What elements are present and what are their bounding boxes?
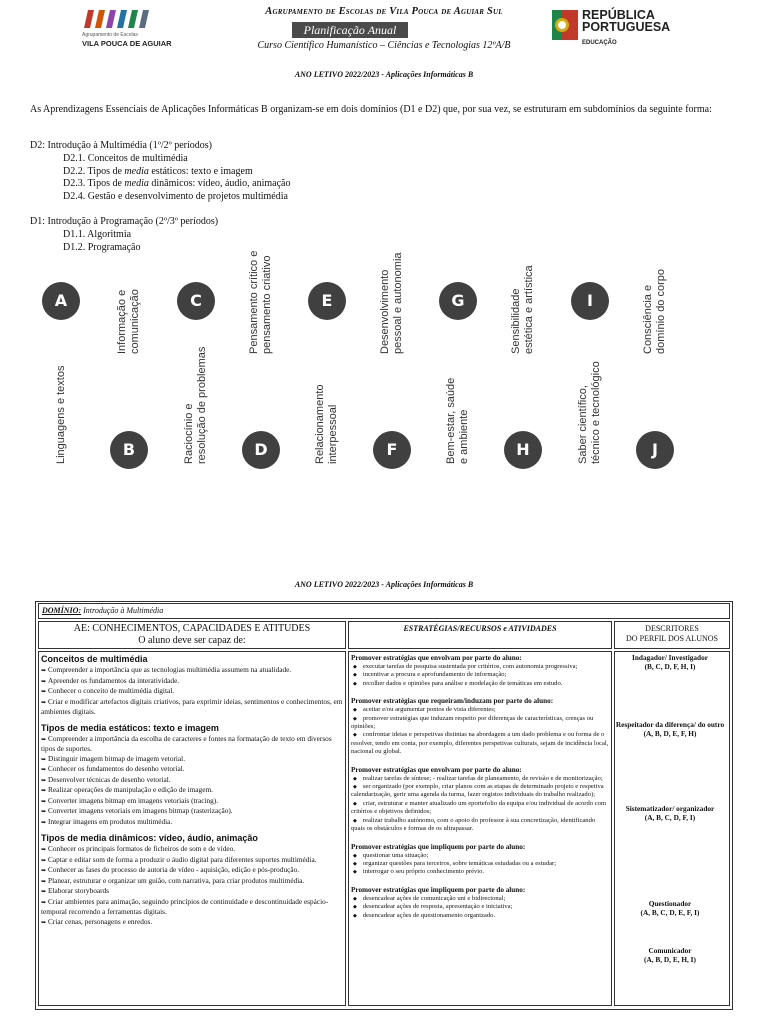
strategy-item-text: criar, estruturar e manter atualizado um eportefolio da equipa e/ou individual de acordo com critérios e objetivos definidos; bbox=[351, 799, 607, 816]
profile-descriptor bbox=[615, 653, 725, 671]
subdomain-text: estáticos: texto e imagem bbox=[148, 165, 253, 177]
profile-area-a: A bbox=[42, 282, 80, 320]
subdomain-text: media bbox=[124, 165, 149, 177]
subdomain-text: D1.2. Programação bbox=[63, 241, 141, 253]
strategy-item bbox=[351, 817, 609, 834]
republic-ministry: EDUCAÇÃO bbox=[582, 40, 617, 46]
profile-area-f: F bbox=[373, 431, 411, 469]
ae-item bbox=[41, 817, 343, 828]
ae-item-text: Realizar operações de manipulação e edição de imagem. bbox=[48, 785, 213, 794]
ae-item bbox=[41, 734, 343, 754]
profile-descriptor-codes: (A, B, C, D, F, I) bbox=[644, 813, 696, 822]
strategy-group bbox=[351, 843, 609, 877]
profile-area-label-line: domínio do corpo bbox=[655, 269, 667, 354]
bullet-arrow-icon: ➥ bbox=[41, 808, 47, 815]
profile-area-label bbox=[379, 252, 405, 354]
profile-descriptor-name: Sistematizador/ organizador bbox=[625, 804, 715, 813]
intro-paragraph: As Aprendizagens Essenciais de Aplicações Informáticas B organizam-se em dois domínios (D1 e D2) que, por sua vez, se estruturam em subdomínios da seguinte forma: bbox=[30, 104, 712, 115]
strategies-column-body bbox=[348, 651, 612, 1006]
bullet-arrow-icon: ➥ bbox=[41, 735, 47, 743]
ae-item bbox=[41, 855, 343, 866]
logo-bar bbox=[106, 10, 116, 28]
bullet-dot-icon: ◆ bbox=[353, 912, 357, 919]
ae-item-text: Conhecer as fases do processo de autoria de vídeo - aquisição, edição e pós-produção. bbox=[48, 865, 300, 874]
bullet-dot-icon: ◆ bbox=[353, 784, 357, 791]
strategy-item bbox=[351, 680, 609, 688]
bullet-arrow-icon: ➥ bbox=[41, 688, 47, 695]
profile-area-label-line: Pensamento crítico e bbox=[248, 250, 260, 354]
school-year-heading-2: ANO LETIVO 2022/2023 - Aplicações Informáticas B bbox=[294, 580, 474, 589]
descriptors-column-body bbox=[614, 651, 730, 1006]
strategy-group bbox=[351, 886, 609, 920]
profile-descriptor-codes: (A, B, D, E, F, H) bbox=[643, 729, 697, 738]
subdomain-text: media bbox=[124, 178, 149, 189]
school-logo-icon bbox=[84, 10, 152, 28]
profile-area-g: G bbox=[439, 282, 477, 320]
strategies-column-header: ESTRATÉGIAS/RECURSOS e ATIVIDADES bbox=[348, 621, 612, 649]
ae-item bbox=[41, 676, 343, 687]
strategy-group bbox=[351, 697, 609, 756]
logo-bar bbox=[128, 10, 138, 28]
ae-item-text: Conhecer os principais formatos de ficheiros de som e de vídeo. bbox=[48, 844, 236, 853]
profile-area-label-line: Linguagens e textos bbox=[54, 365, 67, 464]
ae-item bbox=[41, 897, 343, 917]
ae-item-text: Compreender a importância que as tecnologias multimédia assumem na atualidade. bbox=[48, 665, 292, 674]
profile-area-h: H bbox=[504, 431, 542, 469]
school-logo bbox=[82, 10, 172, 54]
ae-item-text: Compreender a importância da escolha de caracteres e fontes na formatação de texto em diversos tipos de suportes. bbox=[41, 733, 332, 753]
profile-area-label-line: Informação e bbox=[116, 289, 128, 354]
strategy-item-text: recolher dados e opiniões para análise e modelação de temáticas em estudo. bbox=[362, 679, 563, 687]
plan-title-badge: Planificação Anual bbox=[292, 22, 408, 38]
strategy-item bbox=[351, 800, 609, 817]
profile-area-label-line: Saber científico, bbox=[577, 385, 589, 464]
subdomain-text: D2.3. Tipos de bbox=[63, 178, 125, 189]
strategy-item bbox=[351, 731, 609, 756]
strategy-item bbox=[351, 912, 609, 920]
bullet-arrow-icon: ➥ bbox=[41, 818, 47, 826]
profile-area-label-line: pessoal e autonomia bbox=[392, 252, 404, 354]
emblem-shape bbox=[558, 21, 566, 29]
profile-area-c: C bbox=[177, 282, 215, 320]
strategy-item-text: ser organizado (por exemplo, criar planos com as etapas de determinado projeto e respetiva calendarização, gerir uma agenda da turma, fazer registos individuais do trabalho realizado); bbox=[351, 783, 604, 799]
domain-label: DOMÍNIO: bbox=[42, 606, 82, 615]
ae-header-line2: O aluno deve ser capaz de: bbox=[138, 635, 246, 646]
profile-descriptor-name: Questionador bbox=[648, 899, 692, 908]
profile-descriptor-codes: (A, B, D, E, H, I) bbox=[644, 955, 696, 964]
school-logo-line1: Agrupamento de Escolas bbox=[82, 32, 138, 38]
profile-area-label-line: Raciocínio e bbox=[183, 403, 195, 464]
school-year-heading: ANO LETIVO 2022/2023 - Aplicações Informáticas B bbox=[294, 70, 474, 79]
profile-area-label bbox=[577, 361, 603, 464]
bullet-dot-icon: ◆ bbox=[353, 672, 357, 679]
strategy-group-title: Promover estratégias que impliquem por parte do aluno: bbox=[351, 885, 526, 894]
profile-descriptor bbox=[615, 899, 725, 917]
bullet-dot-icon: ◆ bbox=[353, 680, 357, 687]
ae-item bbox=[41, 917, 343, 928]
ae-item bbox=[41, 665, 343, 676]
ae-item bbox=[41, 764, 343, 775]
republic-emblem-icon bbox=[552, 10, 578, 40]
profile-area-label-line: técnico e tecnológico bbox=[590, 361, 602, 464]
strategy-item bbox=[351, 895, 609, 903]
strategy-group-title: Promover estratégias que impliquem por parte do aluno: bbox=[351, 842, 526, 851]
bullet-arrow-icon: ➥ bbox=[41, 755, 47, 763]
logo-bar bbox=[95, 10, 105, 28]
strategy-item bbox=[351, 860, 609, 868]
ae-item-text: Conhecer o conceito de multimédia digital. bbox=[48, 686, 175, 695]
strategy-item-text: executar tarefas de pesquisa sustentada por critérios, com autonomia progressiva; bbox=[362, 663, 578, 670]
subdomain-item bbox=[63, 242, 140, 253]
bullet-arrow-icon: ➥ bbox=[41, 898, 47, 906]
bullet-arrow-icon: ➥ bbox=[41, 846, 47, 853]
republic-name bbox=[582, 9, 670, 33]
domain-value: Introdução à Multimédia bbox=[81, 606, 164, 615]
ae-item-text: Planear, estruturar e organizar um guião, com narrativa, para criar produtos multimédia. bbox=[48, 875, 305, 885]
ae-item bbox=[41, 754, 343, 765]
bullet-dot-icon: ◆ bbox=[353, 775, 357, 782]
subdomain-item bbox=[63, 229, 131, 240]
profile-area-label-line: resolução de problemas bbox=[196, 346, 208, 464]
bullet-dot-icon: ◆ bbox=[353, 852, 357, 859]
profile-descriptor-codes: (A, B, C, D, E, F, I) bbox=[640, 908, 700, 917]
bullet-arrow-icon: ➥ bbox=[41, 856, 47, 864]
subdomain-item bbox=[63, 166, 253, 177]
strategy-item-text: incentivar a procura e aprofundamento de informação; bbox=[362, 671, 507, 679]
bullet-dot-icon: ◆ bbox=[353, 817, 357, 824]
subdomain-item bbox=[63, 191, 288, 202]
ae-item bbox=[41, 886, 343, 897]
bullet-arrow-icon: ➥ bbox=[41, 797, 47, 805]
strategy-group bbox=[351, 766, 609, 834]
profile-area-j: J bbox=[636, 431, 674, 469]
strategy-group-title: Promover estratégias que envolvam por parte do aluno: bbox=[351, 654, 522, 662]
strategy-item bbox=[351, 671, 609, 679]
profile-area-label bbox=[248, 251, 274, 354]
profile-descriptor bbox=[615, 804, 725, 822]
bullet-arrow-icon: ➥ bbox=[41, 918, 47, 926]
ae-item-text: Converter imagens vetoriais em imagens bitmap (rasterização). bbox=[48, 806, 233, 815]
strategy-group-title: Promover estratégias que requeiram/induzam por parte do aluno: bbox=[351, 697, 554, 706]
ae-item-text: Desenvolver técnicas de desenho vetorial. bbox=[48, 774, 171, 784]
bullet-dot-icon: ◆ bbox=[353, 664, 357, 670]
strategy-item bbox=[351, 715, 609, 732]
profile-area-e: E bbox=[308, 282, 346, 320]
subdomain-text: dinâmicos: vídeo, áudio, animação bbox=[148, 178, 291, 189]
bullet-dot-icon: ◆ bbox=[353, 800, 357, 807]
ae-header-line1: AE: CONHECIMENTOS, CAPACIDADES E ATITUDES bbox=[73, 623, 311, 634]
bullet-arrow-icon: ➥ bbox=[41, 776, 47, 784]
strategy-item bbox=[351, 852, 609, 860]
ae-section-title: Conceitos de multimédia bbox=[41, 654, 148, 664]
bullet-arrow-icon: ➥ bbox=[41, 877, 47, 885]
strategy-item-text: realizar tarefas de síntese; - realizar tarefas de planeamento, de revisão e de monitorização; bbox=[362, 774, 603, 782]
profile-area-label bbox=[116, 289, 142, 354]
ae-item-text: Apreender os fundamentos da interatividade. bbox=[48, 675, 180, 685]
republic-name-line2: PORTUGUESA bbox=[582, 20, 671, 34]
profile-area-label bbox=[510, 265, 536, 354]
subdomain-text: D2.1. Conceitos de multimédia bbox=[63, 153, 188, 164]
bullet-arrow-icon: ➥ bbox=[41, 677, 47, 685]
profile-area-label bbox=[183, 347, 209, 464]
ae-item bbox=[41, 785, 343, 796]
ae-item bbox=[41, 844, 343, 855]
course-subtitle: Curso Científico Humanístico – Ciências e Tecnologias 12ºA/B bbox=[257, 40, 511, 51]
profile-area-label-line: Relacionamento bbox=[314, 384, 326, 464]
profile-area-label-line: estética e artística bbox=[523, 265, 535, 354]
profile-area-label bbox=[314, 385, 340, 465]
profile-area-label bbox=[642, 269, 668, 354]
bullet-arrow-icon: ➥ bbox=[41, 888, 47, 895]
strategy-item-text: organizar questões para terceiros, sobre temáticas estudadas ou a estudar; bbox=[362, 859, 557, 867]
strategy-item-text: questionar uma situação; bbox=[362, 851, 429, 859]
republic-name-line1: REPÚBLICA bbox=[582, 8, 655, 22]
strategy-item bbox=[351, 663, 609, 671]
strategy-item-text: desencadear ações de questionamento organizado. bbox=[362, 911, 496, 919]
ae-item-text: Conhecer os fundamentos do desenho vetorial. bbox=[48, 764, 185, 773]
strategy-item-text: promover estratégias que induzam respeito por diferenças de características, crenças ou opiniões; bbox=[351, 714, 594, 731]
profile-area-label-line: interpessoal bbox=[327, 404, 339, 464]
profile-area-label bbox=[55, 366, 68, 464]
descriptors-header-line2: DO PERFIL DOS ALUNOS bbox=[626, 634, 718, 643]
bullet-dot-icon: ◆ bbox=[353, 860, 357, 867]
profile-descriptor-codes: (B, C, D, F, H, I) bbox=[644, 662, 696, 671]
ae-item-text: Criar e modificar artefactos digitais criativos, para exprimir ideias, sentimentos e conhecimentos, em ambientes digitais. bbox=[41, 696, 343, 716]
strategy-item-text: desencadear ações de resposta, apresentação e iniciativa; bbox=[362, 903, 513, 911]
ae-item-text: Converter imagens bitmap em imagens vetoriais (tracing). bbox=[48, 795, 219, 805]
subdomain-item bbox=[63, 178, 291, 189]
ae-item-text: Elaborar storyboards bbox=[48, 886, 110, 895]
ae-section-title: Tipos de media dinâmicos: vídeo, áudio, animação bbox=[41, 833, 258, 843]
school-logo-line2: VILA POUCA DE AGUIAR bbox=[82, 39, 172, 48]
strategy-item-text: desencadear ações de comunicação uni e bidirecional; bbox=[362, 894, 506, 902]
profile-area-b: B bbox=[110, 431, 148, 469]
ae-column-header bbox=[38, 621, 346, 649]
ae-item bbox=[41, 806, 343, 817]
profile-area-label-line: comunicação bbox=[129, 289, 141, 354]
ae-item-text: Criar ambientes para animação, seguindo princípios de continuidade e descontinuidade espácio-temporal recorrendo a ferramentas digitais. bbox=[41, 896, 329, 916]
bullet-dot-icon: ◆ bbox=[353, 869, 357, 876]
subdomain-text: D2.2. Tipos de bbox=[63, 165, 125, 177]
ae-column-body bbox=[38, 651, 346, 1006]
profile-area-i: I bbox=[571, 282, 609, 320]
descriptors-header-line1: DESCRITORES bbox=[645, 624, 699, 633]
school-name: Agrupamento de Escolas de Vila Pouca de Aguiar Sul bbox=[265, 6, 503, 17]
profile-area-label-line: pensamento criativo bbox=[261, 255, 273, 354]
profile-descriptor-name: Respeitador da diferença/ do outro bbox=[615, 720, 725, 729]
ae-item-text: Integrar imagens em produtos multimédia. bbox=[48, 816, 173, 826]
strategy-item bbox=[351, 783, 609, 800]
ae-item bbox=[41, 865, 343, 876]
profile-descriptor bbox=[615, 946, 725, 964]
bullet-dot-icon: ◆ bbox=[353, 715, 357, 722]
domain-title: D1: Introdução à Programação (2º/3º períodos) bbox=[30, 216, 219, 227]
profile-area-label bbox=[445, 378, 471, 464]
profile-descriptor-name: Comunicador bbox=[648, 946, 692, 955]
descriptors-column-header bbox=[614, 621, 730, 649]
subdomain-text: D1.1. Algoritmia bbox=[63, 229, 132, 240]
logo-bar bbox=[117, 10, 127, 28]
ae-item bbox=[41, 796, 343, 807]
logo-bar bbox=[139, 10, 149, 28]
profile-area-label-line: Desenvolvimento bbox=[379, 269, 391, 354]
subdomain-item bbox=[63, 153, 188, 164]
ae-item-text: Distinguir imagem bitmap de imagem vetorial. bbox=[48, 753, 186, 763]
strategy-item-text: confrontar ideias e perspetivas distintas na abordagem a um dado problema e ou forma de o resolver, tendo em conta, por exemplo, diferentes perspetivas culturais, sejam de incidência local, nacional ou global. bbox=[351, 731, 609, 756]
bullet-dot-icon: ◆ bbox=[353, 707, 357, 714]
bullet-arrow-icon: ➥ bbox=[41, 766, 47, 773]
profile-descriptor-name: Indagador/ Investigador bbox=[631, 653, 709, 662]
strategy-item-text: realizar trabalho autónomo, com o apoio do professor à sua concretização, identificando quais os obstáculos e formas de os ultrapassar. bbox=[351, 816, 596, 833]
profile-area-label-line: e ambiente bbox=[458, 409, 470, 464]
logo-bar bbox=[84, 10, 94, 28]
bullet-dot-icon: ◆ bbox=[353, 732, 357, 739]
subdomain-text: D2.4. Gestão e desenvolvimento de projetos multimédia bbox=[63, 190, 288, 202]
profile-area-d: D bbox=[242, 431, 280, 469]
strategy-item-text: interrogar o seu próprio conhecimento prévio. bbox=[362, 868, 485, 876]
table-domain-row bbox=[38, 603, 730, 619]
strategy-group-title: Promover estratégias que envolvam por parte do aluno: bbox=[351, 765, 522, 774]
strategy-item bbox=[351, 775, 609, 783]
ae-item-text: Criar cenas, personagens e enredos. bbox=[48, 916, 153, 926]
profile-descriptor bbox=[615, 720, 725, 738]
ae-item bbox=[41, 697, 343, 717]
strategy-group bbox=[351, 654, 609, 688]
bullet-arrow-icon: ➥ bbox=[41, 667, 47, 674]
domain-title: D2: Introdução à Multimédia (1º/2º períodos) bbox=[30, 140, 212, 151]
ae-section-title: Tipos de media estáticos: texto e imagem bbox=[41, 722, 219, 733]
ae-item bbox=[41, 775, 343, 786]
ae-item bbox=[41, 876, 343, 887]
strategy-item bbox=[351, 706, 609, 714]
strategy-item-text: aceitar e/ou argumentar pontos de vista diferentes; bbox=[362, 706, 496, 714]
profile-area-label-line: Sensibilidade bbox=[510, 288, 522, 354]
ae-item bbox=[41, 686, 343, 697]
bullet-arrow-icon: ➥ bbox=[41, 698, 47, 706]
profile-area-label-line: Bem-estar, saúde bbox=[445, 377, 457, 464]
profile-area-label-line: Consciência e bbox=[642, 284, 654, 354]
strategy-item bbox=[351, 903, 609, 911]
ae-item-text: Captar e editar som de forma a produzir o áudio digital para diferentes suportes multimédia. bbox=[48, 854, 317, 864]
bullet-dot-icon: ◆ bbox=[353, 904, 357, 911]
bullet-arrow-icon: ➥ bbox=[41, 787, 47, 794]
strategy-item bbox=[351, 868, 609, 876]
bullet-arrow-icon: ➥ bbox=[41, 867, 47, 874]
bullet-dot-icon: ◆ bbox=[353, 895, 357, 902]
